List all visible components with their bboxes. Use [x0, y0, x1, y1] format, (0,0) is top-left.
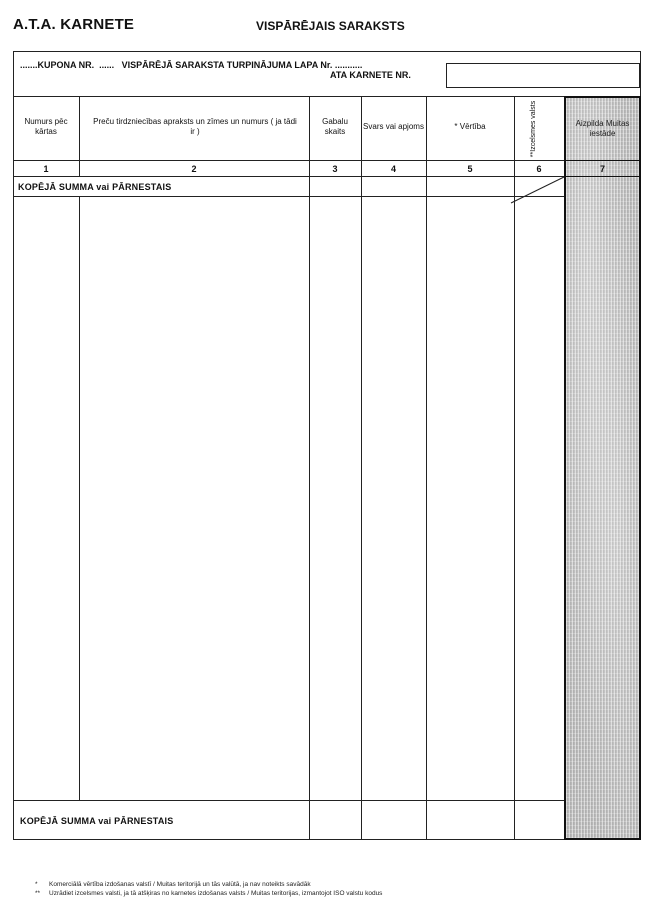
customs-column-number-divider	[564, 176, 641, 177]
document-title: A.T.A. KARNETE	[13, 16, 135, 33]
column-header-origin: **Izcelsmes valsts	[530, 100, 537, 158]
footnote-marker: *	[35, 881, 38, 888]
column-number-6: 6	[536, 164, 542, 174]
column-number-5: 5	[467, 164, 473, 174]
top-total-label: KOPĒJĀ SUMMA vai PĀRNESTAIS	[18, 182, 172, 192]
document-subtitle: VISPĀRĒJAIS SARAKSTS	[256, 19, 405, 33]
carnet-number-label: ATA KARNETE NR.	[330, 70, 411, 80]
column-header-weight: Svars vai apjoms	[363, 122, 424, 131]
column-header-value: * Vērtība	[454, 122, 486, 131]
column-header-customs: Aizpilda Muitas iestāde	[575, 119, 630, 138]
footnote-marker: **	[35, 890, 41, 897]
footnote-value	[35, 880, 382, 889]
column-header-pieces: Gabalu skaits	[322, 117, 348, 136]
customs-column-header-divider	[564, 160, 641, 161]
column-number-2: 2	[191, 164, 197, 174]
footnote-origin	[35, 889, 382, 898]
coupon-continuation-line: .......KUPONA NR. ...... VISPĀRĒJĀ SARAKSTA TURPINĀJUMA LAPA Nr. ...........	[20, 60, 363, 70]
column-number-3: 3	[332, 164, 338, 174]
column-header-description: Preču tirdzniecības apraksts un zīmes un numurs ( ja tādi ir )	[93, 117, 297, 136]
column-number-7: 7	[599, 164, 605, 174]
column-number-4: 4	[390, 164, 396, 174]
footnotes	[35, 880, 382, 898]
footnote-text: Komerciālā vērtība izdošanas valstī / Muitas teritorijā un tās valūtā, ja nav noteikts savādāk	[49, 881, 311, 888]
column-header-item-number: Numurs pēc kārtas	[24, 117, 68, 136]
customs-use-column	[564, 96, 641, 840]
column-number-1: 1	[43, 164, 49, 174]
footnote-text: Uzrādiet izcelsmes valsti, ja tā atšķiras no karnetes izdošanas valsts / Muitas teritorijas, izmantojot ISO valstu kodus	[49, 890, 383, 897]
bottom-total-label: KOPĒJĀ SUMMA vai PĀRNESTAIS	[20, 816, 174, 826]
